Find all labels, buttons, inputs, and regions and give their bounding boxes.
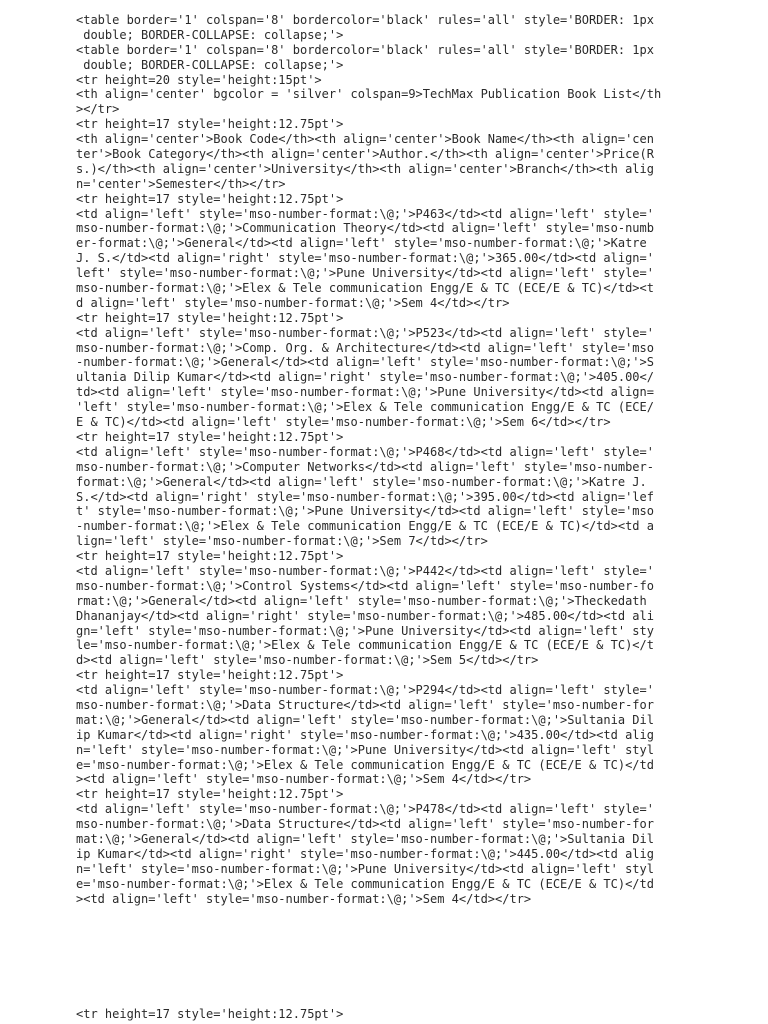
source-line: mat:\@;'>General</td><td align='left' style='mso-number-format:\@;'>Sultania Dil <box>76 712 654 727</box>
source-line: J. S.</td><td align='right' style='mso-number-format:\@;'>365.00</td><td align=' <box>76 251 654 266</box>
source-line: -number-format:\@;'>General</td><td align='left' style='mso-number-format:\@;'>S <box>76 355 654 370</box>
source-line: <td align='left' style='mso-number-format:\@;'>P468</td><td align='left' style=' <box>76 444 654 459</box>
source-line: mso-number-format:\@;'>Communication Theory</td><td align='left' style='mso-numb <box>76 221 654 236</box>
html-source-text <box>76 13 686 906</box>
source-line: mso-number-format:\@;'>Comp. Org. & Architecture</td><td align='left' style='mso <box>76 340 654 355</box>
source-line: <tr height=17 style='height:12.75pt'> <box>76 429 344 444</box>
source-line: double; BORDER-COLLAPSE: collapse;'> <box>76 27 344 42</box>
source-line-bottom: <tr height=17 style='height:12.75pt'> <box>76 1007 344 1021</box>
source-line: <tr height=17 style='height:12.75pt'> <box>76 787 344 802</box>
source-line: <td align='left' style='mso-number-format:\@;'>P463</td><td align='left' style=' <box>76 206 654 221</box>
source-line: <tr height=17 style='height:12.75pt'> <box>76 191 344 206</box>
source-line: ><td align='left' style='mso-number-format:\@;'>Sem 4</td></tr> <box>76 891 532 906</box>
source-line: n='center'>Semester</th></tr> <box>76 176 286 191</box>
source-line: ip Kumar</td><td align='right' style='mso-number-format:\@;'>435.00</td><td alig <box>76 727 654 742</box>
source-line: <tr height=17 style='height:12.75pt'> <box>76 310 344 325</box>
source-line: le='mso-number-format:\@;'>Elex & Tele communication Engg/E & TC (ECE/E & TC)</t <box>76 638 654 653</box>
source-line: gn='left' style='mso-number-format:\@;'>Pune University</td><td align='left' sty <box>76 623 654 638</box>
source-line: E & TC)</td><td align='left' style='mso-number-format:\@;'>Sem 6</td></tr> <box>76 415 611 430</box>
source-line: lign='left' style='mso-number-format:\@;'>Sem 7</td></tr> <box>76 534 488 549</box>
source-line: mso-number-format:\@;'>Data Structure</td><td align='left' style='mso-number-for <box>76 697 654 712</box>
source-line: e='mso-number-format:\@;'>Elex & Tele communication Engg/E & TC (ECE/E & TC)</td <box>76 757 654 772</box>
source-line: <th align='center'>Book Code</th><th align='center'>Book Name</th><th align='cen <box>76 132 654 147</box>
source-line: <td align='left' style='mso-number-format:\@;'>P442</td><td align='left' style=' <box>76 563 654 578</box>
source-line: mso-number-format:\@;'>Elex & Tele communication Engg/E & TC (ECE/E & TC)</td><t <box>76 281 654 296</box>
source-line: d align='left' style='mso-number-format:\@;'>Sem 4</td></tr> <box>76 295 510 310</box>
source-line: ter'>Book Category</th><th align='center'>Author.</th><th align='center'>Price(R <box>76 147 654 162</box>
source-line: <table border='1' colspan='8' bordercolor='black' rules='all' style='BORDER: 1px <box>76 13 654 27</box>
source-line: ultania Dilip Kumar</td><td align='right' style='mso-number-format:\@;'>405.00</ <box>76 370 654 385</box>
source-line: t' style='mso-number-format:\@;'>Pune University</td><td align='left' style='mso <box>76 504 654 519</box>
source-line: n='left' style='mso-number-format:\@;'>Pune University</td><td align='left' styl <box>76 742 654 757</box>
source-line: <td align='left' style='mso-number-format:\@;'>P294</td><td align='left' style=' <box>76 683 654 698</box>
source-line: mat:\@;'>General</td><td align='left' style='mso-number-format:\@;'>Sultania Dil <box>76 831 654 846</box>
source-line: e='mso-number-format:\@;'>Elex & Tele communication Engg/E & TC (ECE/E & TC)</td <box>76 876 654 891</box>
source-line: <tr height=17 style='height:12.75pt'> <box>76 549 344 564</box>
source-line: <td align='left' style='mso-number-format:\@;'>P478</td><td align='left' style=' <box>76 802 654 817</box>
source-line: S.</td><td align='right' style='mso-number-format:\@;'>395.00</td><td align='lef <box>76 489 654 504</box>
source-line: left' style='mso-number-format:\@;'>Pune University</td><td align='left' style=' <box>76 266 654 281</box>
source-line: <table border='1' colspan='8' bordercolor='black' rules='all' style='BORDER: 1px <box>76 42 654 57</box>
source-line: <tr height=17 style='height:12.75pt'> <box>76 117 344 132</box>
source-line: ><td align='left' style='mso-number-format:\@;'>Sem 4</td></tr> <box>76 772 532 787</box>
source-line: <td align='left' style='mso-number-format:\@;'>P523</td><td align='left' style=' <box>76 325 654 340</box>
source-line: -number-format:\@;'>Elex & Tele communication Engg/E & TC (ECE/E & TC)</td><td a <box>76 519 654 534</box>
source-line: Dhananjay</td><td align='right' style='mso-number-format:\@;'>485.00</td><td ali <box>76 608 654 623</box>
source-line: mso-number-format:\@;'>Computer Networks</td><td align='left' style='mso-number- <box>76 459 654 474</box>
source-line: double; BORDER-COLLAPSE: collapse;'> <box>76 57 344 72</box>
source-line: d><td align='left' style='mso-number-format:\@;'>Sem 5</td></tr> <box>76 653 539 668</box>
source-line: format:\@;'>General</td><td align='left' style='mso-number-format:\@;'>Katre J. <box>76 474 647 489</box>
source-line: mso-number-format:\@;'>Control Systems</td><td align='left' style='mso-number-fo <box>76 578 654 593</box>
source-line: ip Kumar</td><td align='right' style='mso-number-format:\@;'>445.00</td><td alig <box>76 846 654 861</box>
source-line: <th align='center' bgcolor = 'silver' colspan=9>TechMax Publication Book List</th <box>76 87 662 102</box>
source-line: td><td align='left' style='mso-number-format:\@;'>Pune University</td><td align= <box>76 385 654 400</box>
source-line: ></tr> <box>76 102 120 117</box>
source-line: rmat:\@;'>General</td><td align='left' style='mso-number-format:\@;'>Theckedath <box>76 593 647 608</box>
source-line: <tr height=17 style='height:12.75pt'> <box>76 668 344 683</box>
source-line: 'left' style='mso-number-format:\@;'>Elex & Tele communication Engg/E & TC (ECE/ <box>76 400 654 415</box>
source-line: n='left' style='mso-number-format:\@;'>Pune University</td><td align='left' styl <box>76 861 654 876</box>
source-line: s.)</th><th align='center'>University</th><th align='center'>Branch</th><th alig <box>76 161 654 176</box>
source-line: <tr height=20 style='height:15pt'> <box>76 72 322 87</box>
source-line: er-format:\@;'>General</td><td align='left' style='mso-number-format:\@;'>Katre <box>76 236 647 251</box>
source-line: mso-number-format:\@;'>Data Structure</td><td align='left' style='mso-number-for <box>76 817 654 832</box>
